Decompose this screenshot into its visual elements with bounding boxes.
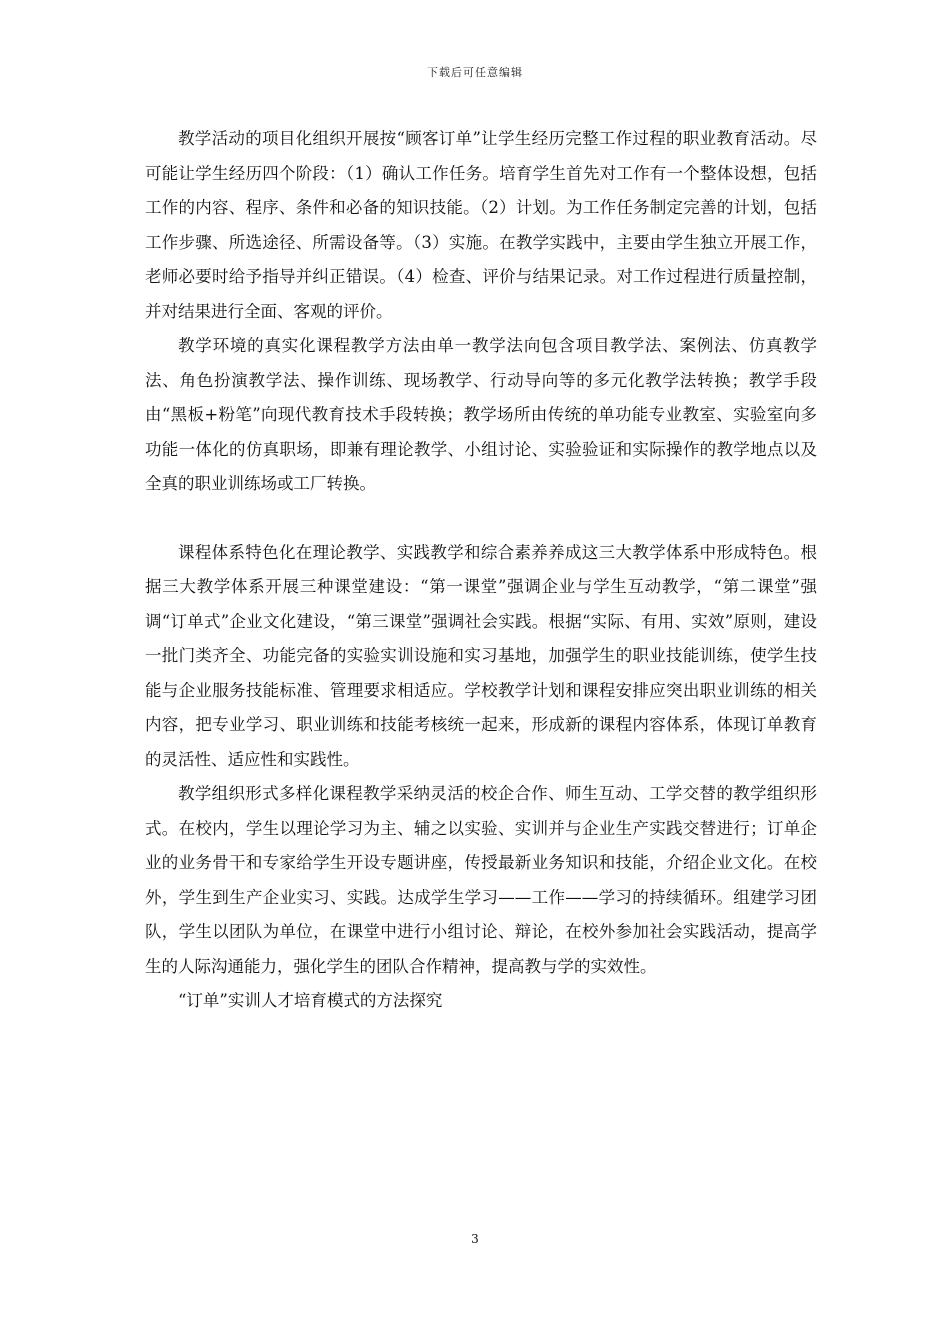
section-heading-order-training: “订单”实训人才培育模式的方法探究 <box>178 991 443 1010</box>
paragraph-teaching-organization: 教学组织形式多样化课程教学采纳灵活的校企合作、师生互动、工学交替的教学组织形式。在校内，学生以理论学习为主、辅之以实验、实训并与企业生产实践交替进行；订单企业的业务骨干和专家给学生开设专题讲座，传授最新业务知识和技能，介绍企业文化。在校外，学生到生产企业实习、实践。达成学生学习——工作——学习的持续循环。组建学习团队，学生以团队为单位，在课堂中进行小组讨论、辩论，在校外参加社会实践活动，提高学生的人际沟通能力，强化学生的团队合作精神，提高教与学的实效性。 <box>145 784 817 976</box>
paragraph-realistic-environment: 教学环境的真实化课程教学方法由单一教学法向包含项目教学法、案例法、仿真教学法、角色扮演教学法、操作训练、现场教学、行动导向等的多元化教学法转换；教学手段由“黑板+粉笔”向现代教育技术手段转换；教学场所由传统的单功能专业教室、实验室向多功能一体化的仿真职场，即兼有理论教学、小组讨论、实验验证和实际操作的教学地点以及全真的职业训练场或工厂转换。 <box>145 336 817 493</box>
document-body <box>145 122 817 1019</box>
page-number: 3 <box>471 1232 479 1246</box>
paragraph-spacer <box>145 502 817 536</box>
page-header: 下载后可任意编辑 <box>427 66 523 79</box>
paragraph-project-based-teaching: 教学活动的项目化组织开展按“顾客订单”让学生经历完整工作过程的职业教育活动。尽可能让学生经历四个阶段：（1）确认工作任务。培育学生首先对工作有一个整体设想，包括工作的内容、程序、条件和必备的知识技能。（2）计划。为工作任务制定完善的计划，包括工作步骤、所选途径、所需设备等。（3）实施。在教学实践中，主要由学生独立开展工作，老师必要时给予指导并纠正错误。（4）检查、评价与结果记录。对工作过程进行质量控制，并对结果进行全面、客观的评价。 <box>145 129 817 321</box>
paragraph-curriculum-system: 课程体系特色化在理论教学、实践教学和综合素养养成这三大教学体系中形成特色。根据三大教学体系开展三种课堂建设：“第一课堂”强调企业与学生互动教学，“第二课堂”强调“订单式”企业文化建设，“第三课堂”强调社会实践。根据“实际、有用、实效”原则，建设一批门类齐全、功能完备的实验实训设施和实习基地，加强学生的职业技能训练，使学生技能与企业服务技能标准、管理要求相适应。学校教学计划和课程安排应突出职业训练的相关内容，把专业学习、职业训练和技能考核统一起来，形成新的课程内容体系，体现订单教育的灵活性、适应性和实践性。 <box>145 542 817 769</box>
